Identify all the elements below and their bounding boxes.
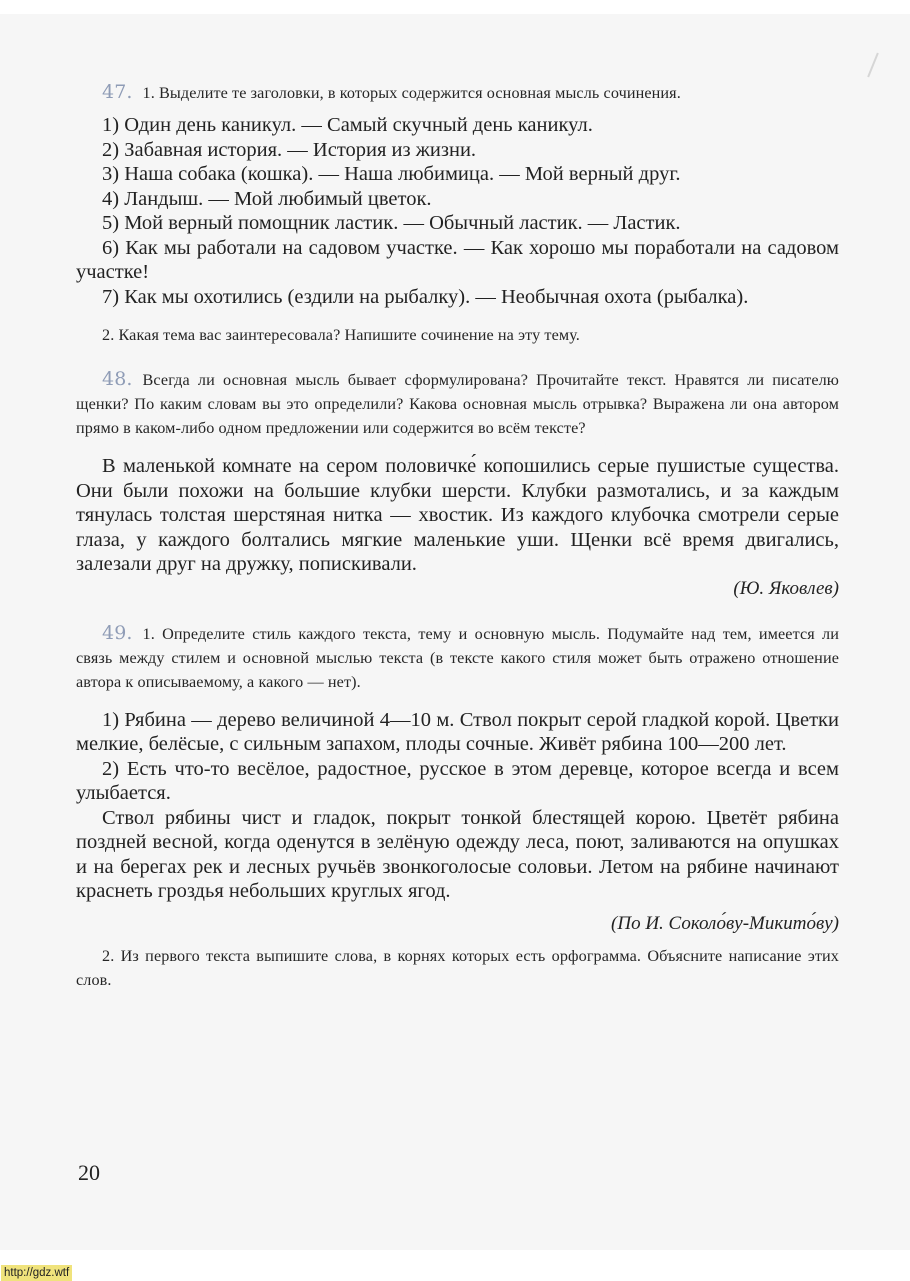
exercise-49 xyxy=(76,621,839,992)
exercise-47-task-2: 2. Какая тема вас заинтересовала? Напишите сочинение на эту тему. xyxy=(102,326,580,344)
reading-passage-2-intro: 2) Есть что-то весёлое, радостное, русское в этом деревце, которое всегда и всем улыбается. xyxy=(76,757,839,804)
exercise-number: 49. xyxy=(102,621,133,644)
exercise-47 xyxy=(76,80,839,347)
list-item: 1) Один день каникул. — Самый скучный день каникул. xyxy=(102,114,593,136)
page-content xyxy=(76,80,839,992)
author-attribution: (Ю. Яковлев) xyxy=(733,577,839,599)
list-item: 5) Мой верный помощник ластик. — Обычный ластик. — Ластик. xyxy=(102,212,681,234)
reading-passage-1: 1) Рябина — дерево величиной 4—10 м. Ствол покрыт серой гладкой корой. Цветки мелкие, белёсые, с сильным запахом, плоды сочные. Живёт рябина 100—200 лет. xyxy=(76,708,839,755)
exercise-49-task-2: 2. Из первого текста выпишите слова, в корнях которых есть орфограмма. Объясните написание этих слов. xyxy=(76,946,839,989)
list-item: 2) Забавная история. — История из жизни. xyxy=(102,138,477,161)
exercise-49-task-1 xyxy=(76,621,839,694)
exercise-48 xyxy=(76,367,839,601)
list-item: 4) Ландыш. — Мой любимый цветок. xyxy=(102,187,432,210)
task-text: Всегда ли основная мысль бывает сформулирована? Прочитайте текст. Нравятся ли писателю щенки? По каким словам вы это определили? Какова основная мысль отрывка? Выражена ли она автором прямо в каком-либо одном предложении или содержится во всём тексте? xyxy=(76,371,839,437)
watermark-link[interactable]: http://gdz.wtf xyxy=(1,1265,72,1281)
reading-passage: В маленькой комнате на сером половичке́ копошились серые пушистые существа. Они были похожи на большие клубки шерсти. Клубки размотались, и за каждым тянулась толстая шерстяная нитка — хвостик. Из каждого клубочка смотрели серые глаза, у каждого болтались мягкие маленькие уши. Щенки всё время двигались, залезали друг на дружку, попискивали. xyxy=(76,455,839,575)
scan-scratch-mark xyxy=(867,53,879,78)
list-item: 6) Как мы работали на садовом участке. — Как хорошо мы поработали на садовом участке! xyxy=(76,236,839,283)
task-text: 1. Выделите те заголовки, в которых содержится основная мысль сочинения. xyxy=(142,84,681,102)
author-attribution: (По И. Соколо́ву-Микито́ву) xyxy=(611,912,839,934)
list-item: 3) Наша собака (кошка). — Наша любимица. — Мой верный друг. xyxy=(102,163,681,185)
exercise-number: 48. xyxy=(102,368,133,390)
task-text: 1. Определите стиль каждого текста, тему и основную мысль. Подумайте над тем, имеется ли связь между стилем и основной мыслью текста (в тексте какого стиля может быть отражено отношение автора к описываемому, а какого — нет). xyxy=(76,624,839,691)
list-item: 7) Как мы охотились (ездили на рыбалку). — Необычная охота (рыбалка). xyxy=(102,285,749,308)
exercise-number: 47. xyxy=(102,81,133,103)
page-number: 20 xyxy=(78,1160,100,1185)
exercise-48-task xyxy=(76,367,839,440)
exercise-47-task-1 xyxy=(76,80,839,105)
reading-passage-2: Ствол рябины чист и гладок, покрыт тонкой блестящей корою. Цветёт рябина поздней весной, когда оденутся в зелёную одежду леса, поют, заливаются на опушках и на берегах рек и лесных ручьёв звонкоголосые соловьи. Летом на рябине начинают краснеть гроздья небольших круглых ягод. xyxy=(76,806,839,902)
